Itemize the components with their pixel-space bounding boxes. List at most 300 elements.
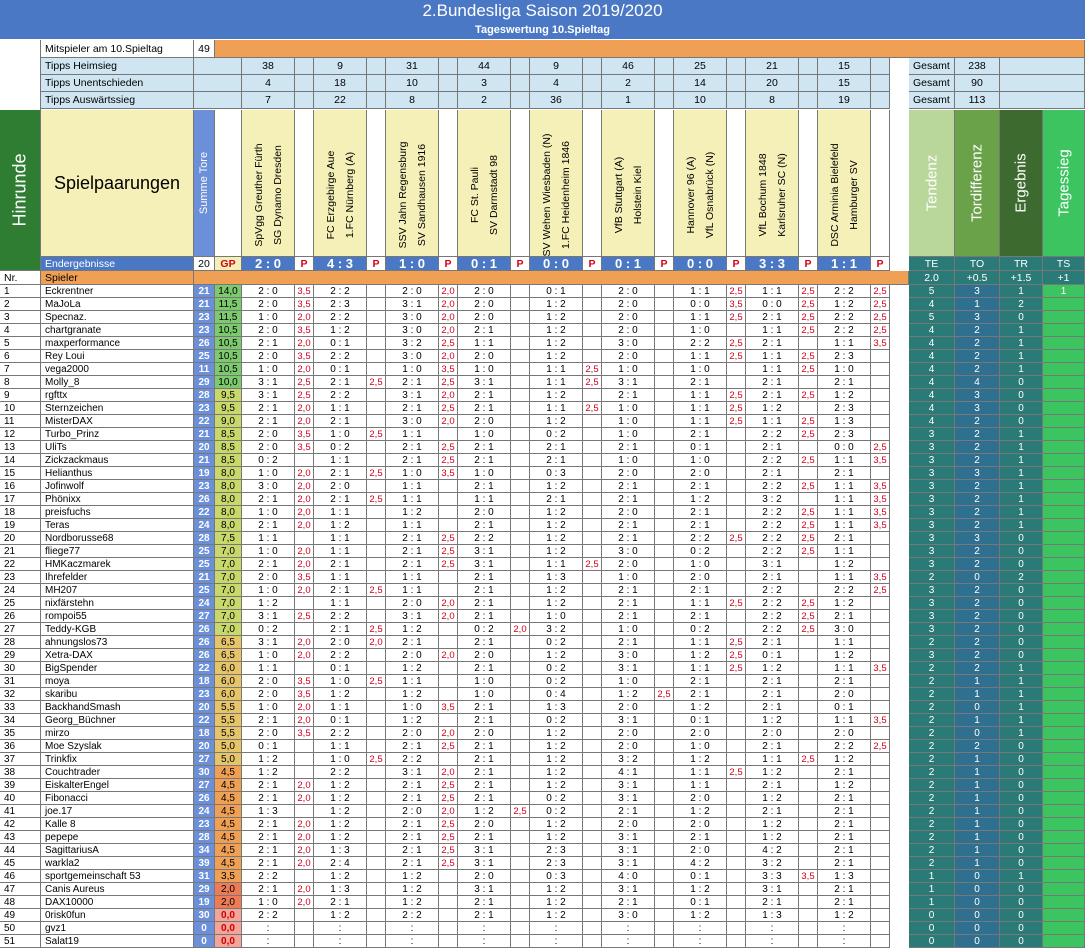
player-nr: 50: [0, 922, 41, 935]
player-tr: 0: [1000, 805, 1043, 818]
player-tip-points: [295, 805, 314, 818]
player-te: 3: [909, 506, 955, 519]
player-ts: [1043, 909, 1085, 922]
player-tip-points: 2,0: [439, 311, 458, 324]
player-tip: 2 : 1: [242, 519, 295, 532]
player-tip: 2 : 1: [386, 792, 439, 805]
player-sum: 30: [194, 766, 215, 779]
player-tip: 2 : 3: [818, 350, 871, 363]
player-tip-points: [799, 818, 818, 831]
player-gp: 4,5: [215, 857, 242, 870]
player-tip-points: [655, 649, 674, 662]
player-name[interactable]: vega2000: [41, 363, 194, 376]
player-tip: 2 : 1: [242, 844, 295, 857]
player-name[interactable]: Zickzackmaus: [41, 454, 194, 467]
player-tip: 2 : 0: [602, 311, 655, 324]
player-ts: 1: [1043, 285, 1085, 298]
player-tip: 2 : 1: [314, 584, 367, 597]
player-tr: 1: [1000, 363, 1043, 376]
player-name[interactable]: Turbo_Prinz: [41, 428, 194, 441]
player-tip: 1 : 1: [746, 350, 799, 363]
player-name[interactable]: preisfuchs: [41, 506, 194, 519]
player-tip-points: [871, 545, 890, 558]
stat-pad-0-1: [367, 58, 386, 75]
player-tip-points: [655, 428, 674, 441]
player-name[interactable]: gvz1: [41, 922, 194, 935]
player-tip-points: [583, 818, 602, 831]
player-tip-points: [871, 831, 890, 844]
player-tip-points: 2,0: [439, 324, 458, 337]
player-ts: [1043, 519, 1085, 532]
player-sum: 25: [194, 584, 215, 597]
player-tip-points: [871, 532, 890, 545]
player-name[interactable]: sportgemeinschaft 53: [41, 870, 194, 883]
player-tr: 0: [1000, 818, 1043, 831]
player-sum: 20: [194, 701, 215, 714]
player-name[interactable]: pepepe: [41, 831, 194, 844]
player-name[interactable]: ahnungslos73: [41, 636, 194, 649]
spieler-header: Spieler: [41, 271, 194, 285]
match-home-team-2: SSV Jahn Regensburg: [396, 141, 409, 249]
player-ts: [1043, 363, 1085, 376]
player-te: 4: [909, 389, 955, 402]
player-tip-points: [583, 935, 602, 948]
player-te: 0: [909, 909, 955, 922]
player-tip-points: [655, 701, 674, 714]
player-tip-points: [583, 467, 602, 480]
player-tip: 1 : 0: [602, 454, 655, 467]
player-tip-points: [799, 909, 818, 922]
player-tip-points: 2,0: [439, 805, 458, 818]
player-tip-points: [511, 818, 530, 831]
player-name[interactable]: Georg_Büchner: [41, 714, 194, 727]
player-tip-points: [799, 792, 818, 805]
player-name[interactable]: rompoi55: [41, 610, 194, 623]
player-tip: 2 : 0: [602, 298, 655, 311]
player-tip: 1 : 1: [818, 519, 871, 532]
player-tip: 1 : 2: [746, 766, 799, 779]
player-sum: 26: [194, 337, 215, 350]
player-to: 1: [955, 675, 1000, 688]
player-tr: 1: [1000, 675, 1043, 688]
player-tip-points: [439, 571, 458, 584]
player-name[interactable]: DAX10000: [41, 896, 194, 909]
stat-pad-1-5: [655, 75, 674, 92]
player-sum: 11: [194, 363, 215, 376]
player-tip: 1 : 2: [314, 909, 367, 922]
player-tip-points: [655, 506, 674, 519]
player-tip: 2 : 2: [674, 532, 727, 545]
player-tip-points: [511, 922, 530, 935]
player-sum: 39: [194, 857, 215, 870]
player-tip: 1 : 0: [242, 545, 295, 558]
player-name[interactable]: Xetra-DAX: [41, 649, 194, 662]
player-to: 2: [955, 519, 1000, 532]
player-nr: 23: [0, 571, 41, 584]
player-tip: 2 : 1: [314, 467, 367, 480]
stat-pad-0-0: [295, 58, 314, 75]
player-sum: 31: [194, 870, 215, 883]
player-tip-points: [295, 597, 314, 610]
player-tip-points: [511, 480, 530, 493]
player-te: 1: [909, 896, 955, 909]
player-name[interactable]: Couchtrader: [41, 766, 194, 779]
sheet-title: 2.Bundesliga Saison 2019/2020: [0, 0, 1085, 22]
player-name[interactable]: Canis Aureus: [41, 883, 194, 896]
player-to: 3: [955, 467, 1000, 480]
player-nr: 46: [0, 870, 41, 883]
player-ts: [1043, 324, 1085, 337]
player-tip: 2 : 1: [674, 428, 727, 441]
player-tip: :: [314, 935, 367, 948]
player-tip: 2 : 1: [602, 636, 655, 649]
player-name[interactable]: Teddy-KGB: [41, 623, 194, 636]
player-tip: 1 : 0: [530, 610, 583, 623]
player-gp: 8,0: [215, 467, 242, 480]
player-tip-points: [583, 623, 602, 636]
player-tip: 2 : 1: [458, 597, 511, 610]
player-tip: 1 : 1: [314, 532, 367, 545]
player-name[interactable]: Nordborusse68: [41, 532, 194, 545]
player-tip: 4 : 0: [602, 870, 655, 883]
player-tip-points: 2,0: [295, 714, 314, 727]
player-tip: 2 : 1: [458, 636, 511, 649]
player-to: 0: [955, 935, 1000, 948]
player-tip-points: [799, 857, 818, 870]
player-tip: 2 : 0: [458, 727, 511, 740]
player-tip: :: [386, 922, 439, 935]
player-name[interactable]: nixfärstehn: [41, 597, 194, 610]
player-tip-points: 3,5: [295, 675, 314, 688]
player-tip-points: 2,5: [583, 402, 602, 415]
player-tip: 2 : 0: [674, 818, 727, 831]
player-to: 2: [955, 493, 1000, 506]
player-tip: 2 : 1: [458, 402, 511, 415]
player-tr: 1: [1000, 337, 1043, 350]
player-name[interactable]: MH207: [41, 584, 194, 597]
player-tip-points: 2,5: [727, 597, 746, 610]
player-to: 3: [955, 285, 1000, 298]
summe-tore-header: [194, 110, 215, 257]
player-tip: 2 : 0: [674, 844, 727, 857]
player-tip-points: 2,5: [367, 467, 386, 480]
player-name[interactable]: Fibonacci: [41, 792, 194, 805]
player-name[interactable]: chartgranate: [41, 324, 194, 337]
player-tip-points: 3,5: [295, 571, 314, 584]
player-tip: 2 : 0: [242, 285, 295, 298]
player-tr: 0: [1000, 610, 1043, 623]
player-tip-points: [511, 363, 530, 376]
player-name[interactable]: UliTs: [41, 441, 194, 454]
player-tip: 2 : 0: [386, 727, 439, 740]
player-to: 3: [955, 402, 1000, 415]
player-name[interactable]: Salat19: [41, 935, 194, 948]
player-to: 2: [955, 558, 1000, 571]
player-tip: 2 : 0: [818, 688, 871, 701]
player-tip: 1 : 0: [386, 467, 439, 480]
player-tip-points: [655, 545, 674, 558]
player-tip-points: 3,5: [871, 493, 890, 506]
player-name[interactable]: Eckrentner: [41, 285, 194, 298]
match-away-team-6: VfL Osnabrück (N): [704, 151, 717, 238]
player-tip: 1 : 3: [314, 883, 367, 896]
match-p-dots-6: [727, 110, 746, 257]
player-to: 0: [955, 870, 1000, 883]
player-tip-points: [511, 454, 530, 467]
player-name[interactable]: BackhandSmash: [41, 701, 194, 714]
player-tip-points: [799, 805, 818, 818]
player-tip-points: [511, 909, 530, 922]
player-tip-points: 2,5: [367, 493, 386, 506]
player-tip: 2 : 3: [530, 844, 583, 857]
player-tip-points: [727, 688, 746, 701]
player-tip-points: 2,0: [295, 415, 314, 428]
player-name[interactable]: warkla2: [41, 857, 194, 870]
player-sum: 27: [194, 779, 215, 792]
stat-value-2-4: 36: [530, 92, 583, 109]
player-tip-points: 2,5: [799, 285, 818, 298]
player-name[interactable]: MaJoLa: [41, 298, 194, 311]
match-home-team-5: VfB Stuttgart (A): [612, 156, 625, 233]
player-tip-points: 2,5: [799, 363, 818, 376]
player-tip: 0 : 2: [314, 441, 367, 454]
player-tip: 0 : 2: [530, 792, 583, 805]
player-name[interactable]: mirzo: [41, 727, 194, 740]
player-tip: 3 : 2: [746, 493, 799, 506]
player-name[interactable]: Ihrefelder: [41, 571, 194, 584]
player-tip: 0 : 3: [530, 870, 583, 883]
player-tip: 1 : 1: [818, 571, 871, 584]
player-nr: 27: [0, 623, 41, 636]
player-tip: 2 : 1: [818, 805, 871, 818]
player-tip-points: 2,5: [295, 376, 314, 389]
player-tip-points: [727, 818, 746, 831]
player-nr: 2: [0, 298, 41, 311]
player-to: 2: [955, 662, 1000, 675]
player-tip: 1 : 1: [314, 701, 367, 714]
player-tip-points: [583, 441, 602, 454]
player-name[interactable]: Trinkfix: [41, 753, 194, 766]
player-tip-points: [871, 896, 890, 909]
player-tip-points: [583, 389, 602, 402]
player-tip-points: 2,5: [799, 389, 818, 402]
player-tip-points: [367, 506, 386, 519]
match-header-5: [602, 110, 655, 257]
player-name[interactable]: Molly_8: [41, 376, 194, 389]
player-te: 3: [909, 454, 955, 467]
player-name[interactable]: skaribu: [41, 688, 194, 701]
player-tip: :: [674, 935, 727, 948]
player-tip-points: 2,5: [583, 376, 602, 389]
player-name[interactable]: rgfttx: [41, 389, 194, 402]
player-name[interactable]: fliege77: [41, 545, 194, 558]
player-name[interactable]: Jofinwolf: [41, 480, 194, 493]
player-to: 2: [955, 649, 1000, 662]
player-ts: [1043, 558, 1085, 571]
player-tip-points: 3,5: [295, 688, 314, 701]
player-tip: 2 : 1: [746, 805, 799, 818]
player-tip: 0 : 1: [818, 701, 871, 714]
player-tip: 2 : 1: [746, 688, 799, 701]
player-name[interactable]: Specnaz.: [41, 311, 194, 324]
player-tip-points: 2,5: [727, 415, 746, 428]
player-tip: 0 : 1: [314, 662, 367, 675]
player-tip-points: [655, 532, 674, 545]
player-tip-points: [871, 883, 890, 896]
player-tip: 3 : 1: [242, 376, 295, 389]
player-tip: 1 : 2: [530, 909, 583, 922]
player-tip: :: [746, 935, 799, 948]
player-name[interactable]: MisterDAX: [41, 415, 194, 428]
player-tip: 2 : 1: [386, 844, 439, 857]
player-tip-points: 2,0: [439, 766, 458, 779]
player-name[interactable]: BigSpender: [41, 662, 194, 675]
player-gp: 8,5: [215, 428, 242, 441]
player-tip: 1 : 0: [602, 363, 655, 376]
player-te: 2: [909, 740, 955, 753]
player-tip: 1 : 2: [314, 818, 367, 831]
player-tip: 3 : 1: [386, 610, 439, 623]
player-tip: 2 : 0: [674, 727, 727, 740]
player-name[interactable]: Teras: [41, 519, 194, 532]
player-te: 4: [909, 350, 955, 363]
player-tip: 2 : 0: [314, 636, 367, 649]
player-tip: 3 : 1: [602, 779, 655, 792]
player-tip-points: 2,5: [799, 610, 818, 623]
stat-pad-2-6: [727, 92, 746, 109]
player-ts: [1043, 714, 1085, 727]
player-tip: 3 : 1: [458, 857, 511, 870]
player-name[interactable]: moya: [41, 675, 194, 688]
player-name[interactable]: Phönixx: [41, 493, 194, 506]
player-tip: 3 : 0: [386, 415, 439, 428]
player-ts: [1043, 597, 1085, 610]
player-name[interactable]: joe.17: [41, 805, 194, 818]
player-tip-points: [295, 935, 314, 948]
player-tip: 2 : 0: [242, 350, 295, 363]
player-gp: 4,5: [215, 805, 242, 818]
player-tip-points: 2,0: [295, 818, 314, 831]
player-tip-points: [655, 675, 674, 688]
player-name[interactable]: Kalle 8: [41, 818, 194, 831]
player-tip-points: [799, 701, 818, 714]
player-gp: 7,0: [215, 571, 242, 584]
player-tip: 2 : 1: [674, 376, 727, 389]
player-tip: 1 : 1: [314, 571, 367, 584]
player-gp: 8,0: [215, 493, 242, 506]
player-tr: 1: [1000, 519, 1043, 532]
player-name[interactable]: maxperformance: [41, 337, 194, 350]
player-name[interactable]: SagittariusA: [41, 844, 194, 857]
player-name[interactable]: Helianthus: [41, 467, 194, 480]
player-nr: 42: [0, 818, 41, 831]
player-tip-points: [799, 675, 818, 688]
player-nr: 1: [0, 285, 41, 298]
player-tip-points: [367, 337, 386, 350]
player-tip: 1 : 2: [314, 805, 367, 818]
player-tip-points: 2,0: [295, 493, 314, 506]
player-name[interactable]: Moe Szyslak: [41, 740, 194, 753]
player-tip-points: [511, 883, 530, 896]
player-name[interactable]: EiskalterEngel: [41, 779, 194, 792]
player-tip-points: [583, 909, 602, 922]
player-tip: 2 : 1: [386, 636, 439, 649]
player-tip: 1 : 1: [818, 636, 871, 649]
player-tr: 0: [1000, 909, 1043, 922]
player-tip: 1 : 0: [458, 363, 511, 376]
player-tip-points: [511, 610, 530, 623]
player-tip: 2 : 1: [746, 441, 799, 454]
player-tip-points: [727, 740, 746, 753]
player-tip: 1 : 0: [602, 415, 655, 428]
player-name[interactable]: Rey Loui: [41, 350, 194, 363]
player-to: 0: [955, 701, 1000, 714]
player-name[interactable]: 0risk0fun: [41, 909, 194, 922]
player-tip: 2 : 1: [818, 831, 871, 844]
player-tip-points: [583, 870, 602, 883]
player-to: 2: [955, 636, 1000, 649]
player-tip: 2 : 1: [746, 636, 799, 649]
player-tip: 2 : 2: [314, 350, 367, 363]
player-tip: 1 : 2: [530, 818, 583, 831]
player-tip: 2 : 1: [458, 441, 511, 454]
player-gp: 0,0: [215, 909, 242, 922]
player-tip-points: [367, 519, 386, 532]
player-te: 2: [909, 831, 955, 844]
player-tip: 1 : 1: [818, 506, 871, 519]
player-nr: 45: [0, 857, 41, 870]
player-ts: [1043, 311, 1085, 324]
player-tip: 2 : 0: [458, 506, 511, 519]
player-tip: 1 : 0: [674, 558, 727, 571]
player-tip-points: [295, 532, 314, 545]
player-tip-points: [727, 610, 746, 623]
player-name[interactable]: HMKaczmarek: [41, 558, 194, 571]
mitspieler-label: Mitspieler am 10.Spieltag: [41, 40, 194, 58]
player-tip: 1 : 2: [818, 298, 871, 311]
player-tip-points: [655, 519, 674, 532]
player-tip-points: [871, 818, 890, 831]
player-tip-points: [439, 493, 458, 506]
player-to: 1: [955, 792, 1000, 805]
player-tip-points: [367, 688, 386, 701]
player-ts: [1043, 467, 1085, 480]
player-nr: 13: [0, 441, 41, 454]
player-name[interactable]: Sternzeichen: [41, 402, 194, 415]
player-tip-points: 3,5: [871, 662, 890, 675]
player-tip: 2 : 1: [242, 883, 295, 896]
player-to: 0: [955, 909, 1000, 922]
player-tip-points: 2,5: [439, 545, 458, 558]
player-tip: 2 : 2: [386, 753, 439, 766]
player-tip-points: [295, 870, 314, 883]
player-tip-points: [871, 350, 890, 363]
player-tip-points: [439, 519, 458, 532]
player-tip: 2 : 1: [458, 454, 511, 467]
player-tip: 1 : 2: [386, 883, 439, 896]
stat-value-1-0: 4: [242, 75, 295, 92]
stat-value-0-6: 25: [674, 58, 727, 75]
player-tip: 2 : 1: [458, 779, 511, 792]
player-tip-points: [799, 493, 818, 506]
player-tip: 2 : 1: [746, 337, 799, 350]
player-tr: 1: [1000, 727, 1043, 740]
player-tip-points: 2,0: [295, 558, 314, 571]
player-tip: :: [242, 922, 295, 935]
player-tip-points: 2,5: [871, 311, 890, 324]
player-nr: 16: [0, 480, 41, 493]
player-tr: 1: [1000, 467, 1043, 480]
